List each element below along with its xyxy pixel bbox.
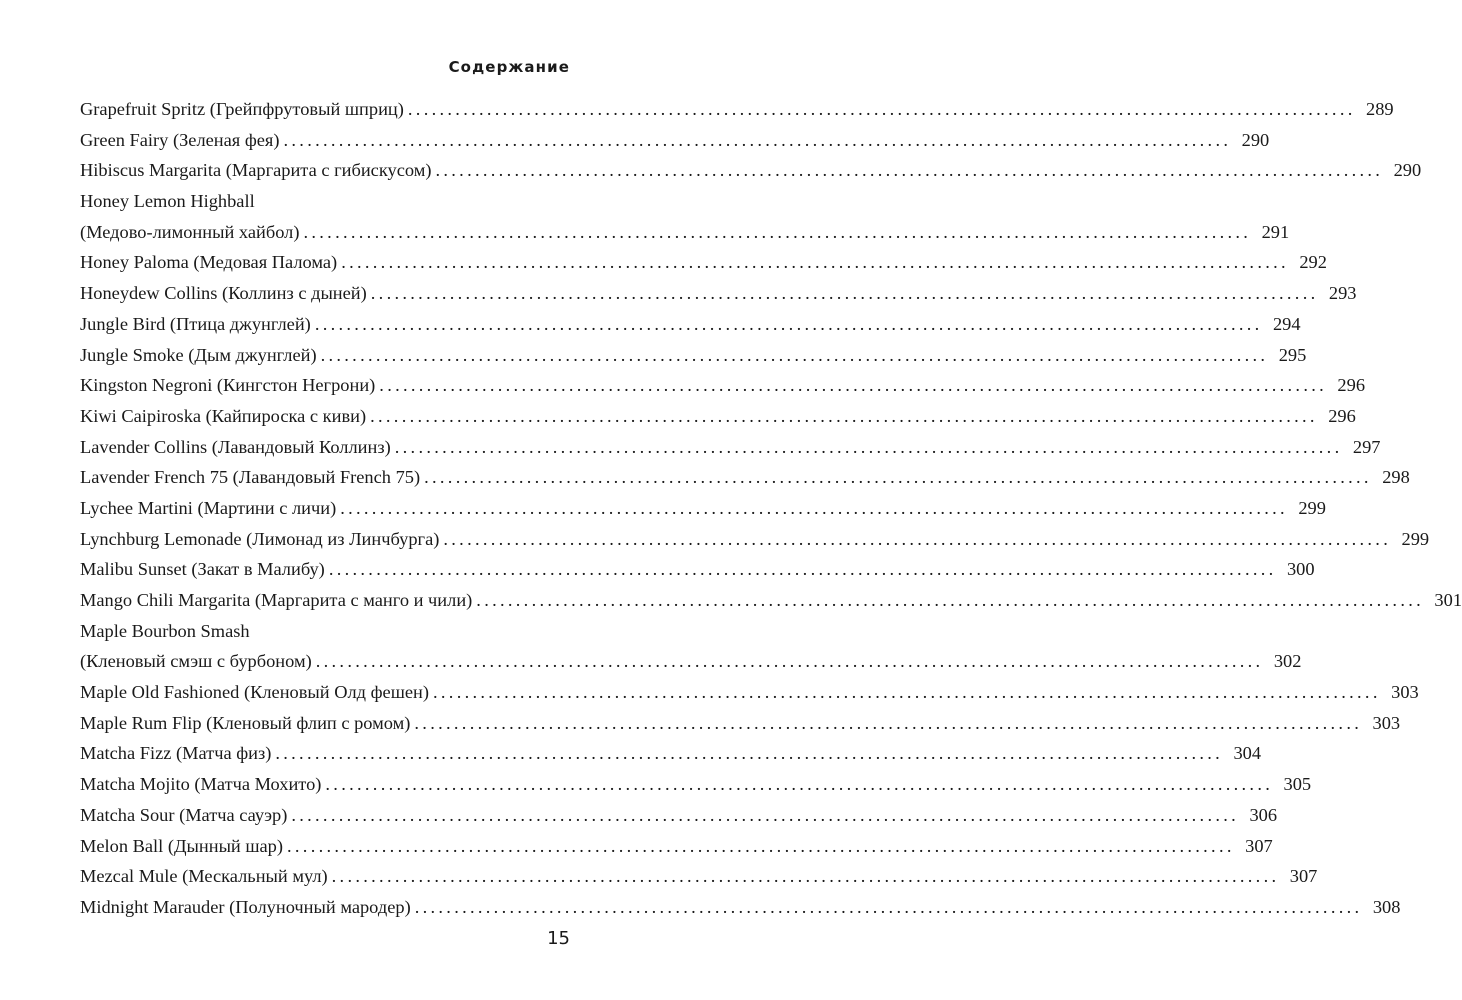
toc-entry[interactable] bbox=[80, 831, 1273, 862]
toc-entry-page: 305 bbox=[1283, 774, 1312, 795]
toc-entry-title: Grapefruit Spritz (Грейпфрутовый шприц) bbox=[80, 99, 404, 119]
toc-entry-page: 308 bbox=[1372, 896, 1401, 917]
toc-entry-page: 294 bbox=[1272, 313, 1301, 334]
toc-entry-page: 307 bbox=[1289, 866, 1318, 887]
toc-entry[interactable] bbox=[80, 247, 1327, 278]
toc-entry-page: 291 bbox=[1261, 221, 1290, 242]
toc-entry-title: Kingston Negroni (Кингстон Негрони) bbox=[80, 375, 376, 396]
dot-leader: ........................................................................................................................ bbox=[414, 712, 1363, 733]
toc-entry-title: Lavender French 75 (Лавандовый French 75) bbox=[80, 467, 421, 488]
toc-entry-title: Matcha Mojito (Матча Мохито) bbox=[80, 774, 322, 795]
page-number: 15 bbox=[547, 928, 570, 949]
toc-entry-title: Mezcal Mule (Мескальный мул) bbox=[80, 866, 328, 887]
toc-entry[interactable] bbox=[80, 524, 1430, 555]
toc-entry-title: Matcha Sour (Матча сауэр) bbox=[80, 804, 288, 825]
dot-leader: ........................................................................................................................ bbox=[435, 160, 1384, 181]
toc-entry-page: 307 bbox=[1245, 835, 1273, 856]
dot-leader: ........................................................................................................................ bbox=[370, 283, 1319, 304]
dot-leader: ........................................................................................................................ bbox=[320, 344, 1269, 365]
dot-leader: ........................................................................................................................ bbox=[314, 313, 1263, 334]
toc-entry-page: 299 bbox=[1401, 528, 1430, 549]
toc-entry[interactable] bbox=[80, 861, 1318, 892]
running-head-title: Содержание bbox=[448, 58, 570, 76]
toc-entry-page: 290 bbox=[1241, 129, 1270, 150]
toc-entry-page: 300 bbox=[1286, 559, 1315, 580]
toc-entry-page: 301 bbox=[1434, 590, 1462, 610]
dot-leader: ........................................................................................................................ bbox=[331, 866, 1280, 887]
toc-entry-title: Melon Ball (Дынный шар) bbox=[80, 835, 284, 856]
toc-entry-page: 293 bbox=[1328, 283, 1357, 304]
toc-entry[interactable] bbox=[80, 738, 1262, 769]
dot-leader: ........................................................................................................................ bbox=[341, 252, 1289, 273]
dot-leader: ........................................................................................................................ bbox=[325, 774, 1274, 795]
toc-entry[interactable] bbox=[80, 708, 1401, 739]
dot-leader: ........................................................................................................................ bbox=[340, 497, 1288, 518]
toc-entry[interactable] bbox=[80, 309, 1301, 340]
toc-entry[interactable] bbox=[80, 278, 1357, 309]
toc-entry-page: 298 bbox=[1382, 467, 1410, 488]
toc-entry[interactable] bbox=[80, 340, 1307, 371]
toc-entry-title: Maple Old Fashioned (Кленовый Олд фешен) bbox=[80, 682, 429, 703]
toc-entry-title: Honey Paloma (Медовая Палома) bbox=[80, 252, 338, 273]
dot-leader: ........................................................................................................................ bbox=[303, 221, 1252, 242]
toc-entry[interactable] bbox=[80, 493, 1326, 524]
toc-entry-page: 299 bbox=[1298, 497, 1326, 518]
dot-leader: ........................................................................................................................ bbox=[407, 99, 1356, 119]
toc-entry-page: 306 bbox=[1249, 804, 1278, 825]
toc-entry[interactable] bbox=[80, 370, 1366, 401]
toc-entry-title: Matcha Fizz (Матча физ) bbox=[80, 743, 272, 764]
dot-leader: ........................................................................................................................ bbox=[315, 651, 1264, 672]
dot-leader: ........................................................................................................................ bbox=[414, 896, 1363, 917]
toc-entry[interactable] bbox=[80, 554, 1315, 585]
toc-entry[interactable] bbox=[80, 769, 1312, 800]
toc-entry-title: Hibiscus Margarita (Маргарита с гибискусом) bbox=[80, 160, 432, 181]
toc-entry-title: Jungle Bird (Птица джунглей) bbox=[80, 313, 311, 334]
toc-entry-page: 289 bbox=[1366, 99, 1394, 119]
toc-entry-title: Maple Rum Flip (Кленовый флип с ромом) bbox=[80, 712, 411, 733]
toc-entry-page: 295 bbox=[1278, 344, 1307, 365]
dot-leader: ........................................................................................................................ bbox=[379, 375, 1328, 396]
toc-entry[interactable] bbox=[80, 677, 1419, 708]
toc-entry-title: Honeydew Collins (Коллинз с дыней) bbox=[80, 283, 367, 304]
dot-leader: ........................................................................................................................ bbox=[283, 129, 1232, 150]
toc-entry[interactable] bbox=[80, 155, 1422, 186]
toc-entry-title: Kiwi Caipiroska (Кайпироска с киви) bbox=[80, 405, 367, 426]
dot-leader: ........................................................................................................................ bbox=[275, 743, 1224, 764]
toc-entry-title: Jungle Smoke (Дым джунглей) bbox=[80, 344, 317, 365]
toc-entry[interactable] bbox=[80, 401, 1356, 432]
dot-leader: ........................................................................................................................ bbox=[424, 467, 1372, 488]
toc-entry-title: Lavender Collins (Лавандовый Коллинз) bbox=[80, 436, 391, 457]
toc-entry-title: (Кленовый смэш с бурбоном) bbox=[80, 651, 312, 672]
toc-entry-title: Mango Chili Margarita (Маргарита с манго и чили) bbox=[80, 590, 473, 610]
toc-entry-title: (Медово-лимонный хайбол) bbox=[80, 221, 300, 242]
toc-entry-page: 302 bbox=[1273, 651, 1302, 672]
toc-entry-page: 296 bbox=[1328, 405, 1356, 426]
toc-entry-page: 290 bbox=[1393, 160, 1422, 181]
toc-entry-page: 303 bbox=[1372, 712, 1401, 733]
toc-entry-title: Green Fairy (Зеленая фея) bbox=[80, 129, 280, 150]
toc-entry[interactable] bbox=[80, 800, 1278, 831]
toc-entry-title: Malibu Sunset (Закат в Малибу) bbox=[80, 559, 325, 580]
toc-entry-page: 296 bbox=[1337, 375, 1366, 396]
toc-entry[interactable] bbox=[80, 186, 548, 217]
toc-entry-title: Midnight Marauder (Полуночный мародер) bbox=[80, 896, 411, 917]
toc-entry[interactable] bbox=[80, 616, 548, 647]
toc-entry[interactable] bbox=[80, 462, 1410, 493]
toc-entry-title: Lynchburg Lemonade (Лимонад из Линчбурга) bbox=[80, 528, 440, 549]
toc-entry-page: 304 bbox=[1233, 743, 1262, 764]
toc-entry[interactable] bbox=[80, 585, 1462, 616]
dot-leader: ........................................................................................................................ bbox=[328, 559, 1277, 580]
dot-leader: ........................................................................................................................ bbox=[287, 835, 1235, 856]
toc-entry[interactable] bbox=[80, 646, 1302, 677]
toc-entry[interactable] bbox=[80, 217, 1290, 248]
dot-leader: ........................................................................................................................ bbox=[476, 590, 1425, 610]
dot-leader: ........................................................................................................................ bbox=[370, 405, 1318, 426]
toc-entry-title: Honey Lemon Highball bbox=[80, 191, 255, 212]
toc-entry-page: 292 bbox=[1299, 252, 1327, 273]
toc-entry-page: 303 bbox=[1391, 682, 1419, 703]
toc-entry-title: Lychee Martini (Мартини с личи) bbox=[80, 497, 337, 518]
toc-entry[interactable] bbox=[80, 432, 1381, 463]
table-of-contents bbox=[80, 94, 1462, 923]
toc-entry-title: Maple Bourbon Smash bbox=[80, 620, 250, 641]
toc-entry[interactable] bbox=[80, 892, 1401, 923]
dot-leader: ........................................................................................................................ bbox=[291, 804, 1240, 825]
dot-leader: ........................................................................................................................ bbox=[433, 682, 1381, 703]
dot-leader: ........................................................................................................................ bbox=[443, 528, 1392, 549]
dot-leader: ........................................................................................................................ bbox=[394, 436, 1343, 457]
toc-entry-page: 297 bbox=[1352, 436, 1381, 457]
toc-entry[interactable] bbox=[80, 125, 1270, 156]
toc-entry[interactable] bbox=[80, 94, 1394, 125]
